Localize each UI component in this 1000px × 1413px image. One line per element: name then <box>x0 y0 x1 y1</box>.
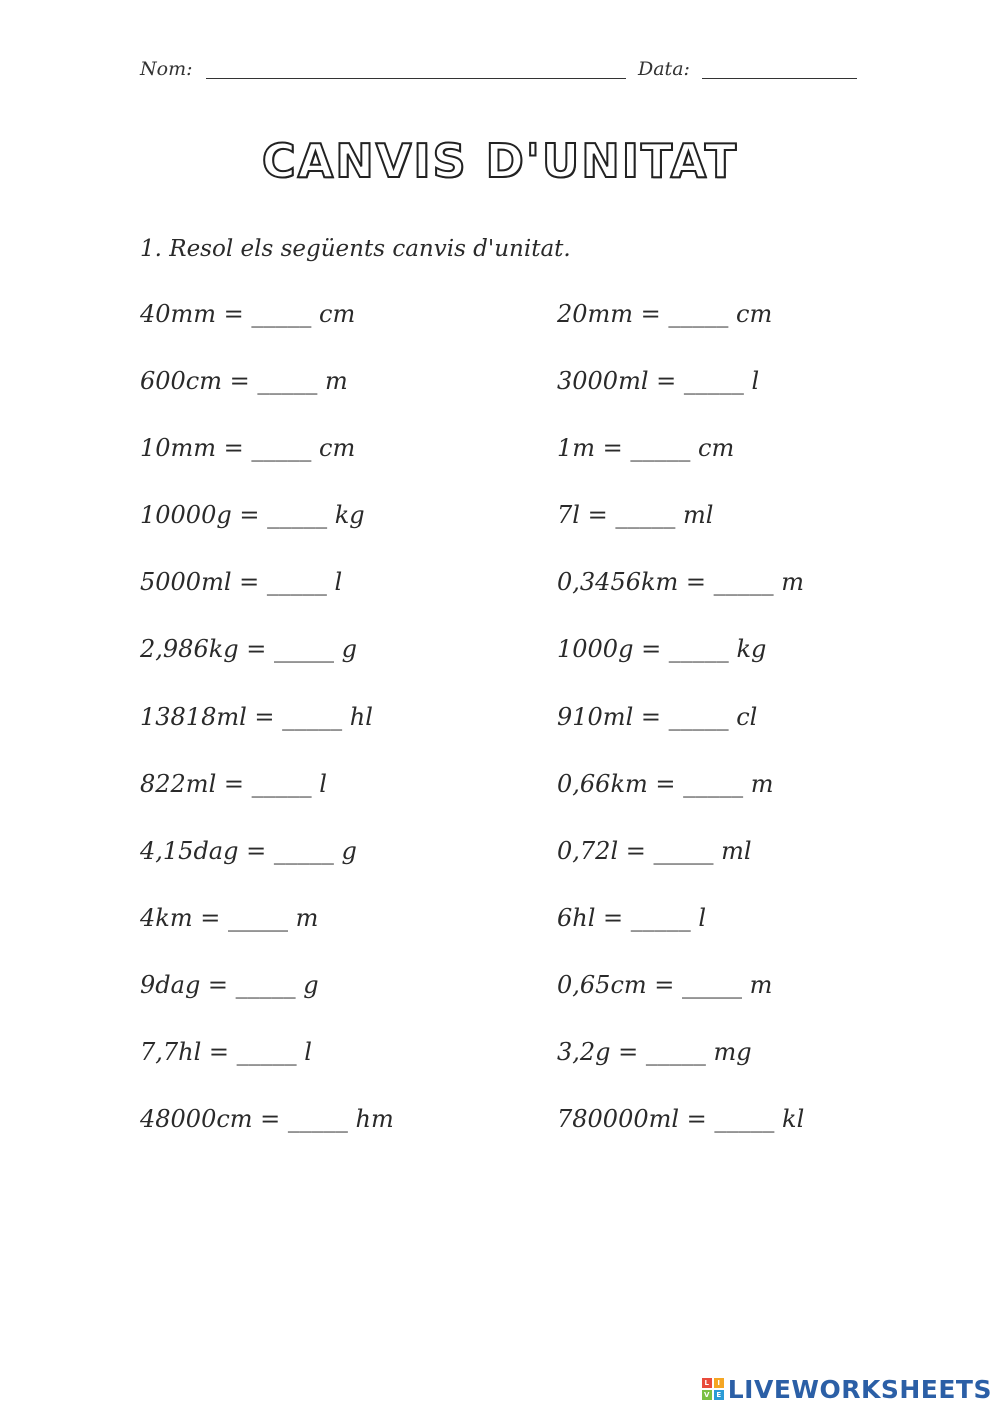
exercise-row <box>140 434 880 501</box>
exercise-row <box>140 568 880 635</box>
exercise-item[interactable]: 0,3456km = _____ m <box>557 568 805 597</box>
exercise-item[interactable]: 48000cm = _____ hm <box>140 1105 394 1134</box>
exercise-row <box>140 971 880 1038</box>
exercise-item[interactable]: 910ml = _____ cl <box>557 702 758 731</box>
liveworksheets-logo[interactable] <box>702 1369 992 1409</box>
exercise-item[interactable]: 4,15dag = _____ g <box>140 836 357 865</box>
name-label: Nom: <box>140 58 193 80</box>
exercise-row <box>140 367 880 434</box>
logo-icon <box>702 1378 724 1400</box>
exercise-item[interactable]: 4km = _____ m <box>140 903 319 932</box>
exercise-item[interactable]: 5000ml = _____ l <box>140 568 343 597</box>
exercise-item[interactable]: 0,66km = _____ m <box>557 769 774 798</box>
logo-text: LIVEWORKSHEETS <box>727 1374 992 1404</box>
logo-block: V <box>702 1390 712 1400</box>
exercise-item[interactable]: 10000g = _____ kg <box>140 501 365 530</box>
exercise-row <box>140 770 880 837</box>
logo-block: L <box>702 1378 712 1388</box>
date-field-line[interactable] <box>702 78 857 79</box>
logo-block: I <box>714 1378 724 1388</box>
exercise-row <box>140 703 880 770</box>
exercise-item[interactable]: 7,7hl = _____ l <box>140 1038 312 1067</box>
exercise-item[interactable]: 20mm = _____ cm <box>557 300 773 328</box>
exercise-item[interactable]: 40mm = _____ cm <box>140 300 356 328</box>
exercise-item[interactable]: 822ml = _____ l <box>140 769 327 798</box>
exercise-item[interactable]: 0,72l = _____ ml <box>557 836 752 865</box>
exercise-row <box>140 501 880 568</box>
exercise-item[interactable]: 1m = _____ cm <box>557 434 735 463</box>
exercise-row <box>140 1105 880 1172</box>
exercise-item[interactable]: 9dag = _____ g <box>140 970 319 999</box>
exercise-item[interactable]: 3000ml = _____ l <box>557 367 760 396</box>
exercise-row <box>140 837 880 904</box>
exercise-row <box>140 904 880 971</box>
exercise-item[interactable]: 1000g = _____ kg <box>557 635 767 664</box>
name-field-line[interactable] <box>206 78 626 79</box>
page-title: CANVIS D'UNITAT <box>261 134 739 188</box>
exercise-row <box>140 1038 880 1105</box>
exercise-item[interactable]: 600cm = _____ m <box>140 367 348 396</box>
exercise-row <box>140 300 880 367</box>
exercise-item[interactable]: 0,65cm = _____ m <box>557 970 773 999</box>
date-label: Data: <box>638 58 690 80</box>
exercise-item[interactable]: 6hl = _____ l <box>557 903 707 932</box>
exercises-grid <box>140 300 880 1172</box>
logo-block: E <box>714 1390 724 1400</box>
exercise-item[interactable]: 7l = _____ ml <box>557 501 714 530</box>
instruction-text: 1. Resol els següents canvis d'unitat. <box>140 236 571 262</box>
exercise-item[interactable]: 780000ml = _____ kl <box>557 1105 805 1134</box>
exercise-row <box>140 635 880 702</box>
exercise-item[interactable]: 13818ml = _____ hl <box>140 702 373 731</box>
exercise-item[interactable]: 2,986kg = _____ g <box>140 635 357 664</box>
exercise-item[interactable]: 10mm = _____ cm <box>140 434 356 463</box>
header-row <box>140 58 860 88</box>
exercise-item[interactable]: 3,2g = _____ mg <box>557 1038 752 1067</box>
